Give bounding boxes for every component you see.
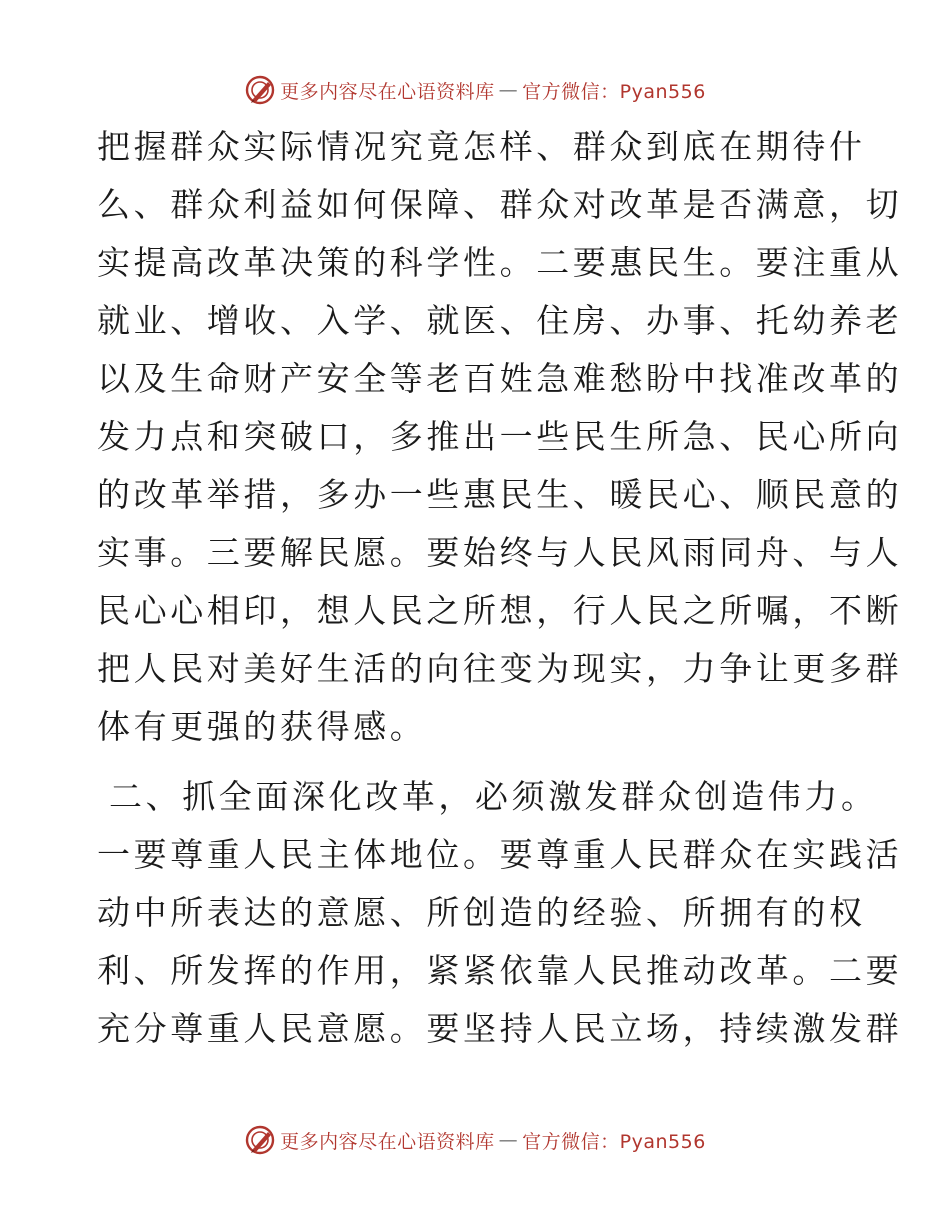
text-line: 把握群众实际情况究竟怎样、群众到底在期待什: [97, 127, 866, 166]
paragraph-1: [97, 118, 903, 756]
watermark-separator: —: [498, 1129, 519, 1151]
text-line: 利、所发挥的作用，紧紧依靠人民推动改革。二要: [97, 951, 903, 990]
text-line: 把人民对美好生活的向往变为现实，力争让更多群: [97, 649, 903, 688]
section-heading: 二、抓全面深化改革，必须激发群众创造伟力。: [109, 777, 878, 816]
text-line: 实事。三要解民愿。要始终与人民风雨同舟、与人: [97, 533, 903, 572]
text-line: 充分尊重人民意愿。要坚持人民立场，持续激发群: [97, 1009, 903, 1048]
watermark-suffix: 官方微信：Pyan556: [522, 80, 706, 103]
pen-logo-icon: [244, 1124, 276, 1156]
text-line: 一要尊重人民主体地位。要尊重人民群众在实践活: [97, 835, 903, 874]
watermark-suffix: 官方微信：Pyan556: [522, 1130, 706, 1153]
text-line: 动中所表达的意愿、所创造的经验、所拥有的权: [97, 893, 866, 932]
text-line: 体有更强的获得感。: [97, 707, 427, 746]
text-line: 的改革举措，多办一些惠民生、暖民心、顺民意的: [97, 475, 903, 514]
text-line: 发力点和突破口，多推出一些民生所急、民心所向: [97, 417, 903, 456]
text-line: 民心心相印，想人民之所想，行人民之所嘱，不断: [97, 591, 903, 630]
watermark-text: 更多内容尽在心语资料库: [280, 80, 495, 103]
document-body: [97, 118, 903, 1058]
text-line: 实提高改革决策的科学性。二要惠民生。要注重从: [97, 243, 903, 282]
footer-watermark: [0, 1124, 950, 1156]
text-line: 么、群众利益如何保障、群众对改革是否满意，切: [97, 185, 903, 224]
watermark-separator: —: [498, 79, 519, 101]
text-line: 就业、增收、入学、就医、住房、办事、托幼养老: [97, 301, 903, 340]
watermark-text: 更多内容尽在心语资料库: [280, 1130, 495, 1153]
pen-logo-icon: [244, 74, 276, 106]
paragraph-2: [97, 826, 903, 1058]
text-line: 以及生命财产安全等老百姓急难愁盼中找准改革的: [97, 359, 903, 398]
header-watermark: [0, 74, 950, 106]
